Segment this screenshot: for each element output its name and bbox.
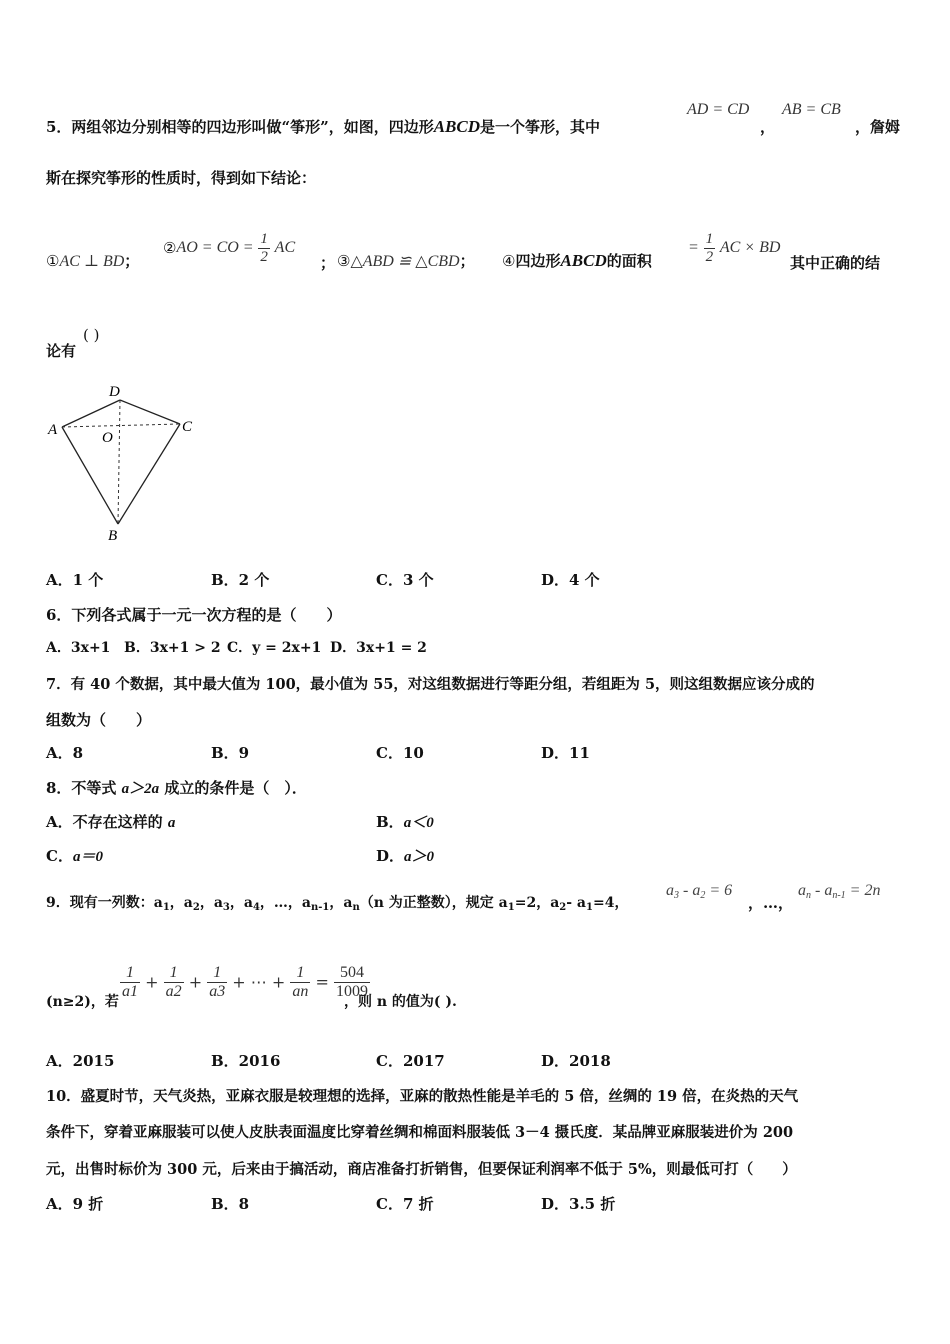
q6-opt-d: D．3x+1 = 2 bbox=[330, 640, 427, 656]
q8-opt-d bbox=[376, 845, 434, 866]
c2-sep: ； bbox=[320, 254, 336, 272]
q8-ineq: a＞2a bbox=[121, 781, 160, 797]
q5-line2: 斯在探究筝形的性质时，得到如下结论： bbox=[46, 169, 317, 187]
c4-abcd: ABCD bbox=[560, 251, 607, 270]
q9-t5: ，a bbox=[329, 895, 353, 911]
q9-line1 bbox=[46, 892, 628, 913]
q5-line4: 论有 bbox=[46, 342, 77, 360]
kite-figure bbox=[40, 378, 220, 548]
q5-c4-formula bbox=[688, 231, 780, 265]
q8-opt-c-expr: a＝0 bbox=[72, 849, 103, 865]
q9-frac-1 bbox=[120, 964, 140, 1000]
q9-eqn-sn: n bbox=[806, 890, 811, 901]
q10-opt-c: C．7 折 bbox=[376, 1195, 434, 1213]
q9-sn: n bbox=[352, 902, 360, 913]
q8-opt-c bbox=[46, 845, 103, 866]
q9-eq-s2: 2 bbox=[700, 890, 706, 901]
q9-t4: ，…，a bbox=[259, 895, 311, 911]
c1-expr: AC ⊥ BD bbox=[59, 253, 125, 270]
q5-c2 bbox=[163, 231, 295, 265]
q7-opt-c: C．10 bbox=[376, 744, 424, 762]
c3-sep: ； bbox=[459, 252, 475, 270]
c2-frac bbox=[258, 231, 270, 265]
c2-num: 1 bbox=[260, 231, 268, 247]
q9-frac-3-den: a3 bbox=[209, 982, 226, 1000]
q5-tail: ，詹姆 bbox=[855, 118, 901, 136]
label-b: B bbox=[108, 528, 118, 544]
q9-plus-2: + bbox=[188, 972, 203, 992]
q9-s4: 4 bbox=[252, 902, 260, 913]
q5-lead: 5．两组邻边分别相等的四边形叫做“筝形”，如图，四边形 bbox=[46, 118, 434, 136]
q9-dots: ，…， bbox=[748, 894, 794, 912]
q9-opt-b: B．2016 bbox=[211, 1052, 281, 1070]
q5-c3 bbox=[337, 250, 475, 271]
q9-frac-n bbox=[290, 964, 310, 1000]
q9-r1: =2，a bbox=[514, 895, 560, 911]
q8-opt-b-expr: a＜0 bbox=[403, 815, 434, 831]
q9-eqn-sn1: n-1 bbox=[832, 890, 846, 901]
diagonal-ac bbox=[62, 424, 180, 427]
c4-frac bbox=[704, 231, 716, 265]
q8-opt-a-text: A．不存在这样的 bbox=[46, 813, 168, 831]
q9-eq-s3: 3 bbox=[674, 890, 679, 901]
q9-eqn-a: a bbox=[798, 882, 806, 899]
q9-frac-2-den: a2 bbox=[165, 982, 182, 1000]
q9-r2s: 2 bbox=[559, 902, 567, 913]
q5-c1 bbox=[46, 250, 139, 271]
q5-abcd: ABCD bbox=[433, 117, 480, 136]
q8-opt-a bbox=[46, 811, 175, 832]
q9-res-num: 504 bbox=[334, 964, 370, 983]
c4-eq: = bbox=[688, 239, 699, 256]
edge-dc bbox=[120, 400, 180, 424]
q9-sum-formula bbox=[120, 964, 370, 1000]
label-o: O bbox=[102, 430, 113, 446]
c3-mark: ③ bbox=[337, 252, 351, 270]
q6-opt-b: B．3x+1 > 2 bbox=[124, 640, 221, 656]
q7-stem-1: 7．有 40 个数据，其中最大值为 100，最小值为 55，对这组数据进行等距分组，若组距为 5，则这组数据应该分成的 bbox=[46, 676, 815, 693]
c4-area: 的面积 bbox=[606, 252, 652, 270]
q9-res-den: 1009 bbox=[335, 982, 368, 1000]
q9-frac-1-num: 1 bbox=[120, 964, 140, 983]
q9-frac-3-num: 1 bbox=[207, 964, 227, 983]
q9-line2-a: (n≥2)，若 bbox=[46, 994, 119, 1010]
q9-s2: 2 bbox=[192, 902, 200, 913]
q10-opt-a: A．9 折 bbox=[46, 1195, 104, 1213]
c4-den: 2 bbox=[705, 248, 714, 265]
q8-opt-b bbox=[376, 811, 434, 832]
q9-t2: ，a bbox=[199, 895, 223, 911]
q9-eq-a: a bbox=[666, 882, 674, 899]
q10-opt-b: B．8 bbox=[211, 1195, 250, 1213]
q5-opt-c: C．3 个 bbox=[376, 571, 434, 589]
q9-frac-2 bbox=[164, 964, 184, 1000]
q9-eq-rhs: = 6 bbox=[705, 882, 733, 899]
q5-comma: ， bbox=[760, 118, 776, 136]
q9-t1: ，a bbox=[169, 895, 193, 911]
q9-s1: 1 bbox=[162, 902, 170, 913]
c2-left: AO = CO = bbox=[176, 239, 254, 256]
label-d: D bbox=[109, 384, 120, 400]
edge-cb bbox=[118, 424, 180, 524]
q10-line2: 条件下，穿着亚麻服装可以使人皮肤表面温度比穿着丝绸和棉面料服装低 3－4 摄氏度．某品牌亚麻服装进价为 200 bbox=[46, 1124, 794, 1141]
q9-line2-b: ，则 n 的值为( ). bbox=[344, 994, 457, 1010]
q7-opt-a: A．8 bbox=[46, 744, 84, 762]
q9-opt-d: D．2018 bbox=[541, 1052, 611, 1070]
c1-sep: ； bbox=[124, 252, 140, 270]
q6-opt-c: C．y = 2x+1 bbox=[227, 640, 322, 656]
q9-eq: = bbox=[315, 972, 329, 992]
edge-ad bbox=[62, 400, 120, 427]
c4-mark: ④ bbox=[502, 252, 516, 270]
c1-mark: ① bbox=[46, 252, 60, 270]
q10-line1: 10．盛夏时节，天气炎热，亚麻衣服是较理想的选择，亚麻的散热性能是羊毛的 5 倍，丝绸的 19 倍，在炎热的天气 bbox=[46, 1088, 799, 1105]
q5-opt-b: B．2 个 bbox=[211, 571, 270, 589]
q9-eq-a3a2 bbox=[666, 880, 732, 901]
q9-eqn-minus: - a bbox=[811, 882, 833, 899]
q5-c4 bbox=[502, 250, 652, 271]
q5-eq1: AD = CD bbox=[687, 101, 750, 118]
c2-right: AC bbox=[274, 239, 296, 256]
q8-opt-b-label: B． bbox=[376, 813, 404, 831]
q9-frac-n-den: an bbox=[292, 982, 309, 1000]
label-a: A bbox=[48, 422, 58, 438]
q5-paren: ( ) bbox=[83, 326, 100, 344]
q9-frac-2-num: 1 bbox=[164, 964, 184, 983]
q7-stem-2: 组数为（ ） bbox=[46, 711, 152, 729]
c2-mark: ② bbox=[163, 239, 177, 257]
q7-opt-d: D．11 bbox=[541, 744, 590, 762]
q5-line1 bbox=[46, 116, 600, 137]
q9-eq-an bbox=[798, 880, 880, 901]
q9-t6: （n 为正整数），规定 a bbox=[359, 895, 508, 911]
q10-opt-d: D．3.5 折 bbox=[541, 1195, 616, 1213]
q8-opt-d-expr: a＞0 bbox=[404, 849, 435, 865]
q6-stem: 6．下列各式属于一元一次方程的是（ ） bbox=[46, 606, 342, 624]
q9-plus-1: + bbox=[145, 972, 159, 992]
c4-tail: 其中正确的结 bbox=[790, 254, 881, 272]
q8-stem-b: 成立的条件是（ ）． bbox=[159, 779, 307, 797]
q9-stem-a: 9．现有一列数：a bbox=[46, 895, 163, 911]
q9-eq-minus: - a bbox=[679, 882, 701, 899]
q9-r2: - a bbox=[566, 895, 586, 911]
q6-opt-a: A．3x+1 bbox=[46, 640, 111, 656]
q9-r1s: 1 bbox=[507, 902, 515, 913]
q10-line3: 元，出售时标价为 300 元，后来由于搞活动，商店准备打折销售，但要保证利润率不低于 5%，则最低可打（ ） bbox=[46, 1161, 797, 1178]
q9-eqn-rhs: = 2n bbox=[845, 882, 881, 899]
q5-opt-a: A．1 个 bbox=[46, 571, 104, 589]
q5-opt-d: D．4 个 bbox=[541, 571, 600, 589]
diagonal-bd bbox=[118, 400, 120, 524]
q9-frac-3 bbox=[207, 964, 227, 1000]
q9-frac-n-num: 1 bbox=[290, 964, 310, 983]
q9-frac-1-den: a1 bbox=[122, 982, 138, 1000]
q8-opt-d-label: D． bbox=[376, 847, 405, 865]
q9-opt-c: C．2017 bbox=[376, 1052, 445, 1070]
q8-stem bbox=[46, 777, 307, 798]
q9-r3: =4， bbox=[592, 895, 629, 911]
c4-text: 四边形 bbox=[515, 252, 561, 270]
c3-expr: △ABD ≌ △CBD bbox=[350, 253, 460, 270]
q9-opt-a: A．2015 bbox=[46, 1052, 115, 1070]
q9-s3: 3 bbox=[222, 902, 230, 913]
q9-sn1: n-1 bbox=[311, 902, 330, 913]
q8-opt-a-var: a bbox=[167, 815, 176, 831]
q8-stem-a: 8．不等式 bbox=[46, 779, 122, 797]
q9-t3: ，a bbox=[229, 895, 253, 911]
q5-eq2: AB = CB bbox=[782, 101, 841, 118]
q9-r3s: 1 bbox=[586, 902, 593, 913]
q5-mid: 是一个筝形，其中 bbox=[480, 118, 601, 136]
label-c: C bbox=[182, 419, 193, 435]
q7-opt-b: B．9 bbox=[211, 744, 250, 762]
c4-num: 1 bbox=[705, 231, 714, 247]
c2-den: 2 bbox=[260, 248, 268, 265]
q8-opt-c-label: C． bbox=[46, 847, 73, 865]
c4-right: AC × BD bbox=[719, 239, 781, 256]
q9-cdots: + ⋯ + bbox=[232, 972, 286, 992]
